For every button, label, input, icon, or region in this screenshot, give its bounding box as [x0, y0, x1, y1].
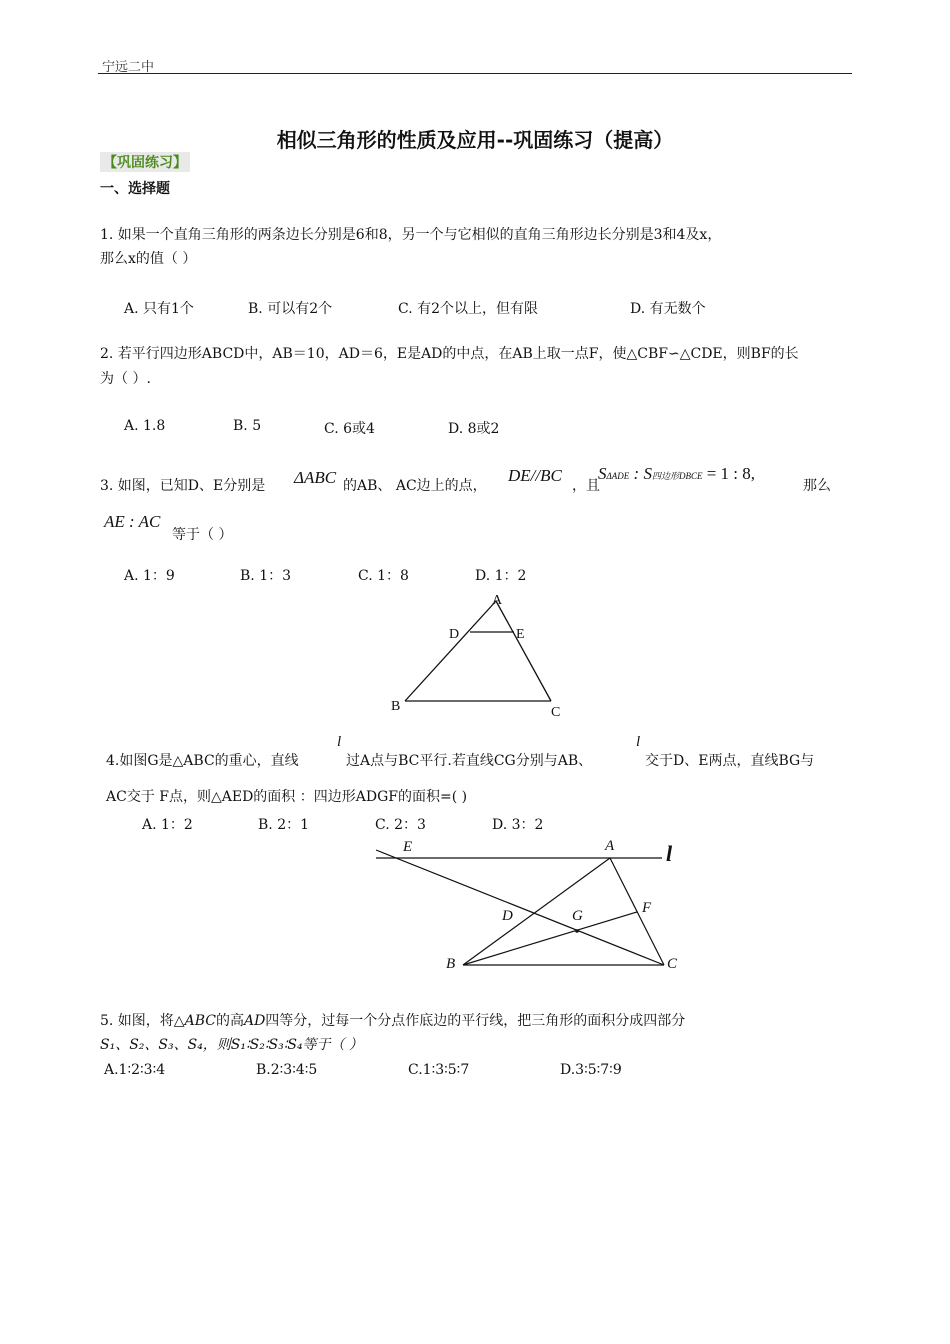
q4-text-2: 过A点与BC平行.若直线CG分别与AB、	[346, 753, 593, 769]
q5-line1	[100, 1012, 685, 1030]
q3-label-d: D	[449, 627, 460, 642]
q4-label-a: A	[605, 838, 615, 854]
page-title: 相似三角形的性质及应用--巩固练习（提高）	[276, 128, 674, 152]
q3-text-5: 等于（ ）	[172, 527, 233, 543]
q2-line2: 为（ ）.	[100, 371, 151, 387]
q1-option-c: C. 有2个以上，但有限	[398, 301, 539, 317]
q2-option-b: B. 5	[233, 418, 262, 434]
q3-label-c: C	[551, 705, 561, 720]
q5-text-3: 四等分，过每一个分点作底边的平行线，把三角形的面积分成四部分	[265, 1013, 686, 1029]
q5-text-1: 5. 如图，将△	[100, 1013, 185, 1029]
q4-option-c: C. 2：3	[375, 817, 426, 833]
q4-text-3: 交于D、E两点，直线BG与	[645, 753, 815, 769]
q4-line-l-2: l	[636, 734, 641, 750]
q4-option-b: B. 2：1	[258, 817, 310, 833]
q1-option-d: D. 有无数个	[630, 301, 706, 317]
q3-text-3: ，且	[572, 478, 600, 494]
q3-label-b: B	[391, 699, 401, 714]
q4-line2: AC交于 F点，则△AED的面积 ：四边形ADGF的面积=( )	[106, 789, 468, 805]
q5-option-d: D.3∶5∶7∶9	[560, 1062, 622, 1078]
q4-option-a: A. 1：2	[142, 817, 193, 833]
q3-side-ac	[496, 601, 551, 701]
q4-side-ab	[463, 858, 610, 965]
q5-option-c: C.1∶3∶5∶7	[408, 1062, 470, 1078]
q4-label-f: F	[642, 900, 652, 916]
q3-formula-ratio: AE : AC	[104, 512, 161, 531]
q3-triangle-figure	[385, 588, 575, 720]
q3-area-s2-sub: 四边形DBCE	[651, 471, 703, 481]
q3-area-s1: S	[598, 464, 607, 483]
q5-ad: AD	[243, 1013, 266, 1029]
q3-text-1: 3. 如图，已知D、E分别是	[100, 478, 266, 494]
q4-label-e: E	[403, 839, 413, 855]
q4-point-g	[575, 929, 579, 933]
q3-formula-parallel: DE//BC	[508, 466, 562, 485]
q5-line2: S₁、S₂、S₃、S₄，则S₁∶S₂∶S₃∶S₄等于（ ）	[100, 1037, 364, 1053]
q3-text-2: 的AB、 AC边上的点，	[343, 478, 487, 494]
q3-label-e: E	[516, 627, 525, 642]
q2-line1: 2. 若平行四边形ABCD中，AB＝10，AD＝6，E是AD的中点，在AB上取一点F，使△CBF∽△CDE，则BF的长	[100, 346, 799, 362]
q2-option-c: C. 6或4	[324, 421, 375, 437]
q3-label-a: A	[492, 593, 503, 608]
q3-area-value: = 1 : 8,	[702, 464, 756, 483]
q3-text-4: 那么	[803, 478, 831, 494]
q3-formula-triangle: ΔABC	[294, 468, 337, 487]
q3-area-s1-sub: ΔADE	[606, 471, 630, 481]
q4-label-b: B	[446, 956, 456, 972]
q3-option-c: C. 1：8	[358, 568, 409, 584]
q4-option-d: D. 3：2	[492, 817, 544, 833]
q3-side-ab	[405, 601, 496, 701]
header-rule	[98, 73, 852, 74]
q2-option-d: D. 8或2	[448, 421, 500, 437]
q5-text-2: 的高	[215, 1013, 244, 1029]
q3-option-a: A. 1：9	[124, 568, 175, 584]
q4-label-d: D	[502, 908, 513, 924]
q1-option-a: A. 只有1个	[124, 301, 194, 317]
q4-label-g: G	[572, 908, 583, 924]
q2-option-a: A. 1.8	[124, 418, 166, 434]
q4-triangle-figure	[370, 834, 690, 974]
q5-option-a: A.1∶2∶3∶4	[104, 1062, 166, 1078]
q4-side-ac	[610, 858, 664, 965]
q1-option-b: B. 可以有2个	[248, 301, 333, 317]
q1-line1: 1. 如果一个直角三角形的两条边长分别是6和8，另一个与它相似的直角三角形边长分别是3和4及x，	[100, 227, 722, 243]
q3-option-b: B. 1：3	[240, 568, 292, 584]
q4-text-1: 4.如图G是△ABC的重心，直线	[106, 753, 299, 769]
q4-line-l-1: l	[337, 734, 342, 750]
q3-area-s2: : S	[629, 464, 652, 483]
q3-option-d: D. 1：2	[475, 568, 527, 584]
q1-line2: 那么x的值（ ）	[100, 251, 197, 267]
header-school: 宁远二中	[102, 60, 155, 75]
exercise-tag: 【巩固练习】	[100, 152, 190, 172]
q5-option-b: B.2∶3∶4∶5	[256, 1062, 318, 1078]
q4-label-c: C	[667, 956, 678, 972]
q5-abc: ABC	[184, 1013, 216, 1029]
q3-formula-area-ratio	[598, 464, 755, 484]
section-heading: 一、选择题	[100, 181, 170, 197]
q4-label-l: l	[666, 841, 673, 866]
